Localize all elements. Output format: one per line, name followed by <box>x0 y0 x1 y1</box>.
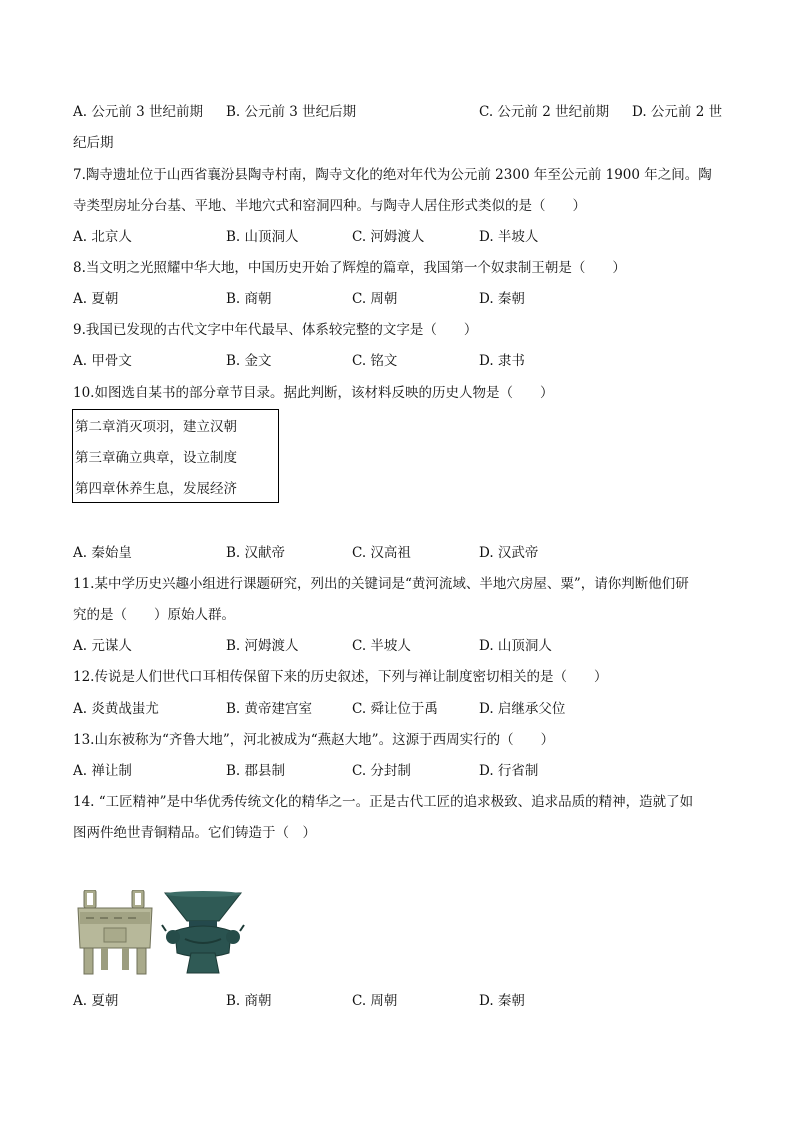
q9-stem: 9.我国已发现的古代文字中年代最早、体系较完整的文字是（ ） <box>73 322 478 338</box>
toc-chapter-3: 第三章确立典章，设立制度 <box>75 450 237 466</box>
chapter-contents-box <box>72 409 279 503</box>
q12-option-b: B. 黄帝建宫室 <box>226 701 313 717</box>
q8-option-a: A. 夏朝 <box>73 291 119 307</box>
toc-chapter-2: 第二章消灭项羽，建立汉朝 <box>75 419 237 435</box>
q11-stem-line-2: 究的是（ ）原始人群。 <box>73 607 235 623</box>
q10-stem: 10.如图选自某书的部分章节目录。据此判断，该材料反映的历史人物是（ ） <box>73 385 554 401</box>
q14-stem-line-1: 14. “工匠精神”是中华优秀传统文化的精华之一。正是古代工匠的追求极致、追求品质的精神，造就了如 <box>73 794 694 810</box>
q13-option-a: A. 禅让制 <box>73 763 132 779</box>
q8-stem: 8.当文明之光照耀中华大地，中国历史开始了辉煌的篇章，我国第一个奴隶制王朝是（ ） <box>73 260 626 276</box>
q13-option-d: D. 行省制 <box>479 763 539 779</box>
q7-option-d: D. 半坡人 <box>479 229 539 245</box>
q8-option-b: B. 商朝 <box>226 291 272 307</box>
q7-option-c: C. 河姆渡人 <box>352 229 425 245</box>
q12-stem: 12.传说是人们世代口耳相传保留下来的历史叙述，下列与禅让制度密切相关的是（ ） <box>73 669 608 685</box>
q9-option-b: B. 金文 <box>226 353 272 369</box>
q8-option-d: D. 秦朝 <box>479 291 525 307</box>
q11-option-a: A. 元谋人 <box>73 638 132 654</box>
q7-stem-line-2: 寺类型房址分台基、平地、半地穴式和窑洞四种。与陶寺人居住形式类似的是（ ） <box>73 198 586 214</box>
q6-option-d: D. 公元前 2 世 <box>632 104 723 120</box>
q13-option-c: C. 分封制 <box>352 763 411 779</box>
q14-option-d: D. 秦朝 <box>479 993 525 1009</box>
q13-stem: 13.山东被称为“齐鲁大地”，河北被成为“燕赵大地”。这源于西周实行的（ ） <box>73 732 555 748</box>
q8-option-c: C. 周朝 <box>352 291 398 307</box>
q12-option-c: C. 舜让位于禹 <box>352 701 438 717</box>
q11-option-b: B. 河姆渡人 <box>226 638 299 654</box>
q7-option-a: A. 北京人 <box>73 229 132 245</box>
q7-stem-line-1: 7.陶寺遗址位于山西省襄汾县陶寺村南，陶寺文化的绝对年代为公元前 2300 年至公元前 1900 年之间。陶 <box>73 167 712 183</box>
q13-option-b: B. 郡县制 <box>226 763 286 779</box>
q11-option-d: D. 山顶洞人 <box>479 638 552 654</box>
q12-option-a: A. 炎黄战蚩尤 <box>73 701 159 717</box>
q6-option-a: A. 公元前 3 世纪前期 <box>73 104 204 120</box>
q10-option-a: A. 秦始皇 <box>73 545 132 561</box>
q10-option-d: D. 汉武帝 <box>479 545 539 561</box>
q14-option-b: B. 商朝 <box>226 993 272 1009</box>
q14-stem-line-2: 图两件绝世青铜精品。它们铸造于（ ） <box>73 825 316 841</box>
q7-option-b: B. 山顶洞人 <box>226 229 299 245</box>
q10-option-b: B. 汉献帝 <box>226 545 286 561</box>
q6-option-c: C. 公元前 2 世纪前期 <box>479 104 610 120</box>
q9-option-d: D. 隶书 <box>479 353 525 369</box>
toc-chapter-4: 第四章休养生息，发展经济 <box>75 481 237 497</box>
bronze-zun-image <box>161 891 245 975</box>
q10-option-c: C. 汉高祖 <box>352 545 411 561</box>
q14-option-a: A. 夏朝 <box>73 993 119 1009</box>
q6-option-b: B. 公元前 3 世纪后期 <box>226 104 357 120</box>
q11-option-c: C. 半坡人 <box>352 638 411 654</box>
q6-option-d-continuation: 纪后期 <box>73 135 114 151</box>
q9-option-c: C. 铭文 <box>352 353 398 369</box>
q11-stem-line-1: 11.某中学历史兴趣小组进行课题研究，列出的关键词是“黄河流域、半地穴房屋、粟”，请你判断他们研 <box>73 576 689 592</box>
q14-option-c: C. 周朝 <box>352 993 398 1009</box>
q12-option-d: D. 启继承父位 <box>479 701 566 717</box>
bronze-ding-image <box>74 890 156 976</box>
q9-option-a: A. 甲骨文 <box>73 353 132 369</box>
